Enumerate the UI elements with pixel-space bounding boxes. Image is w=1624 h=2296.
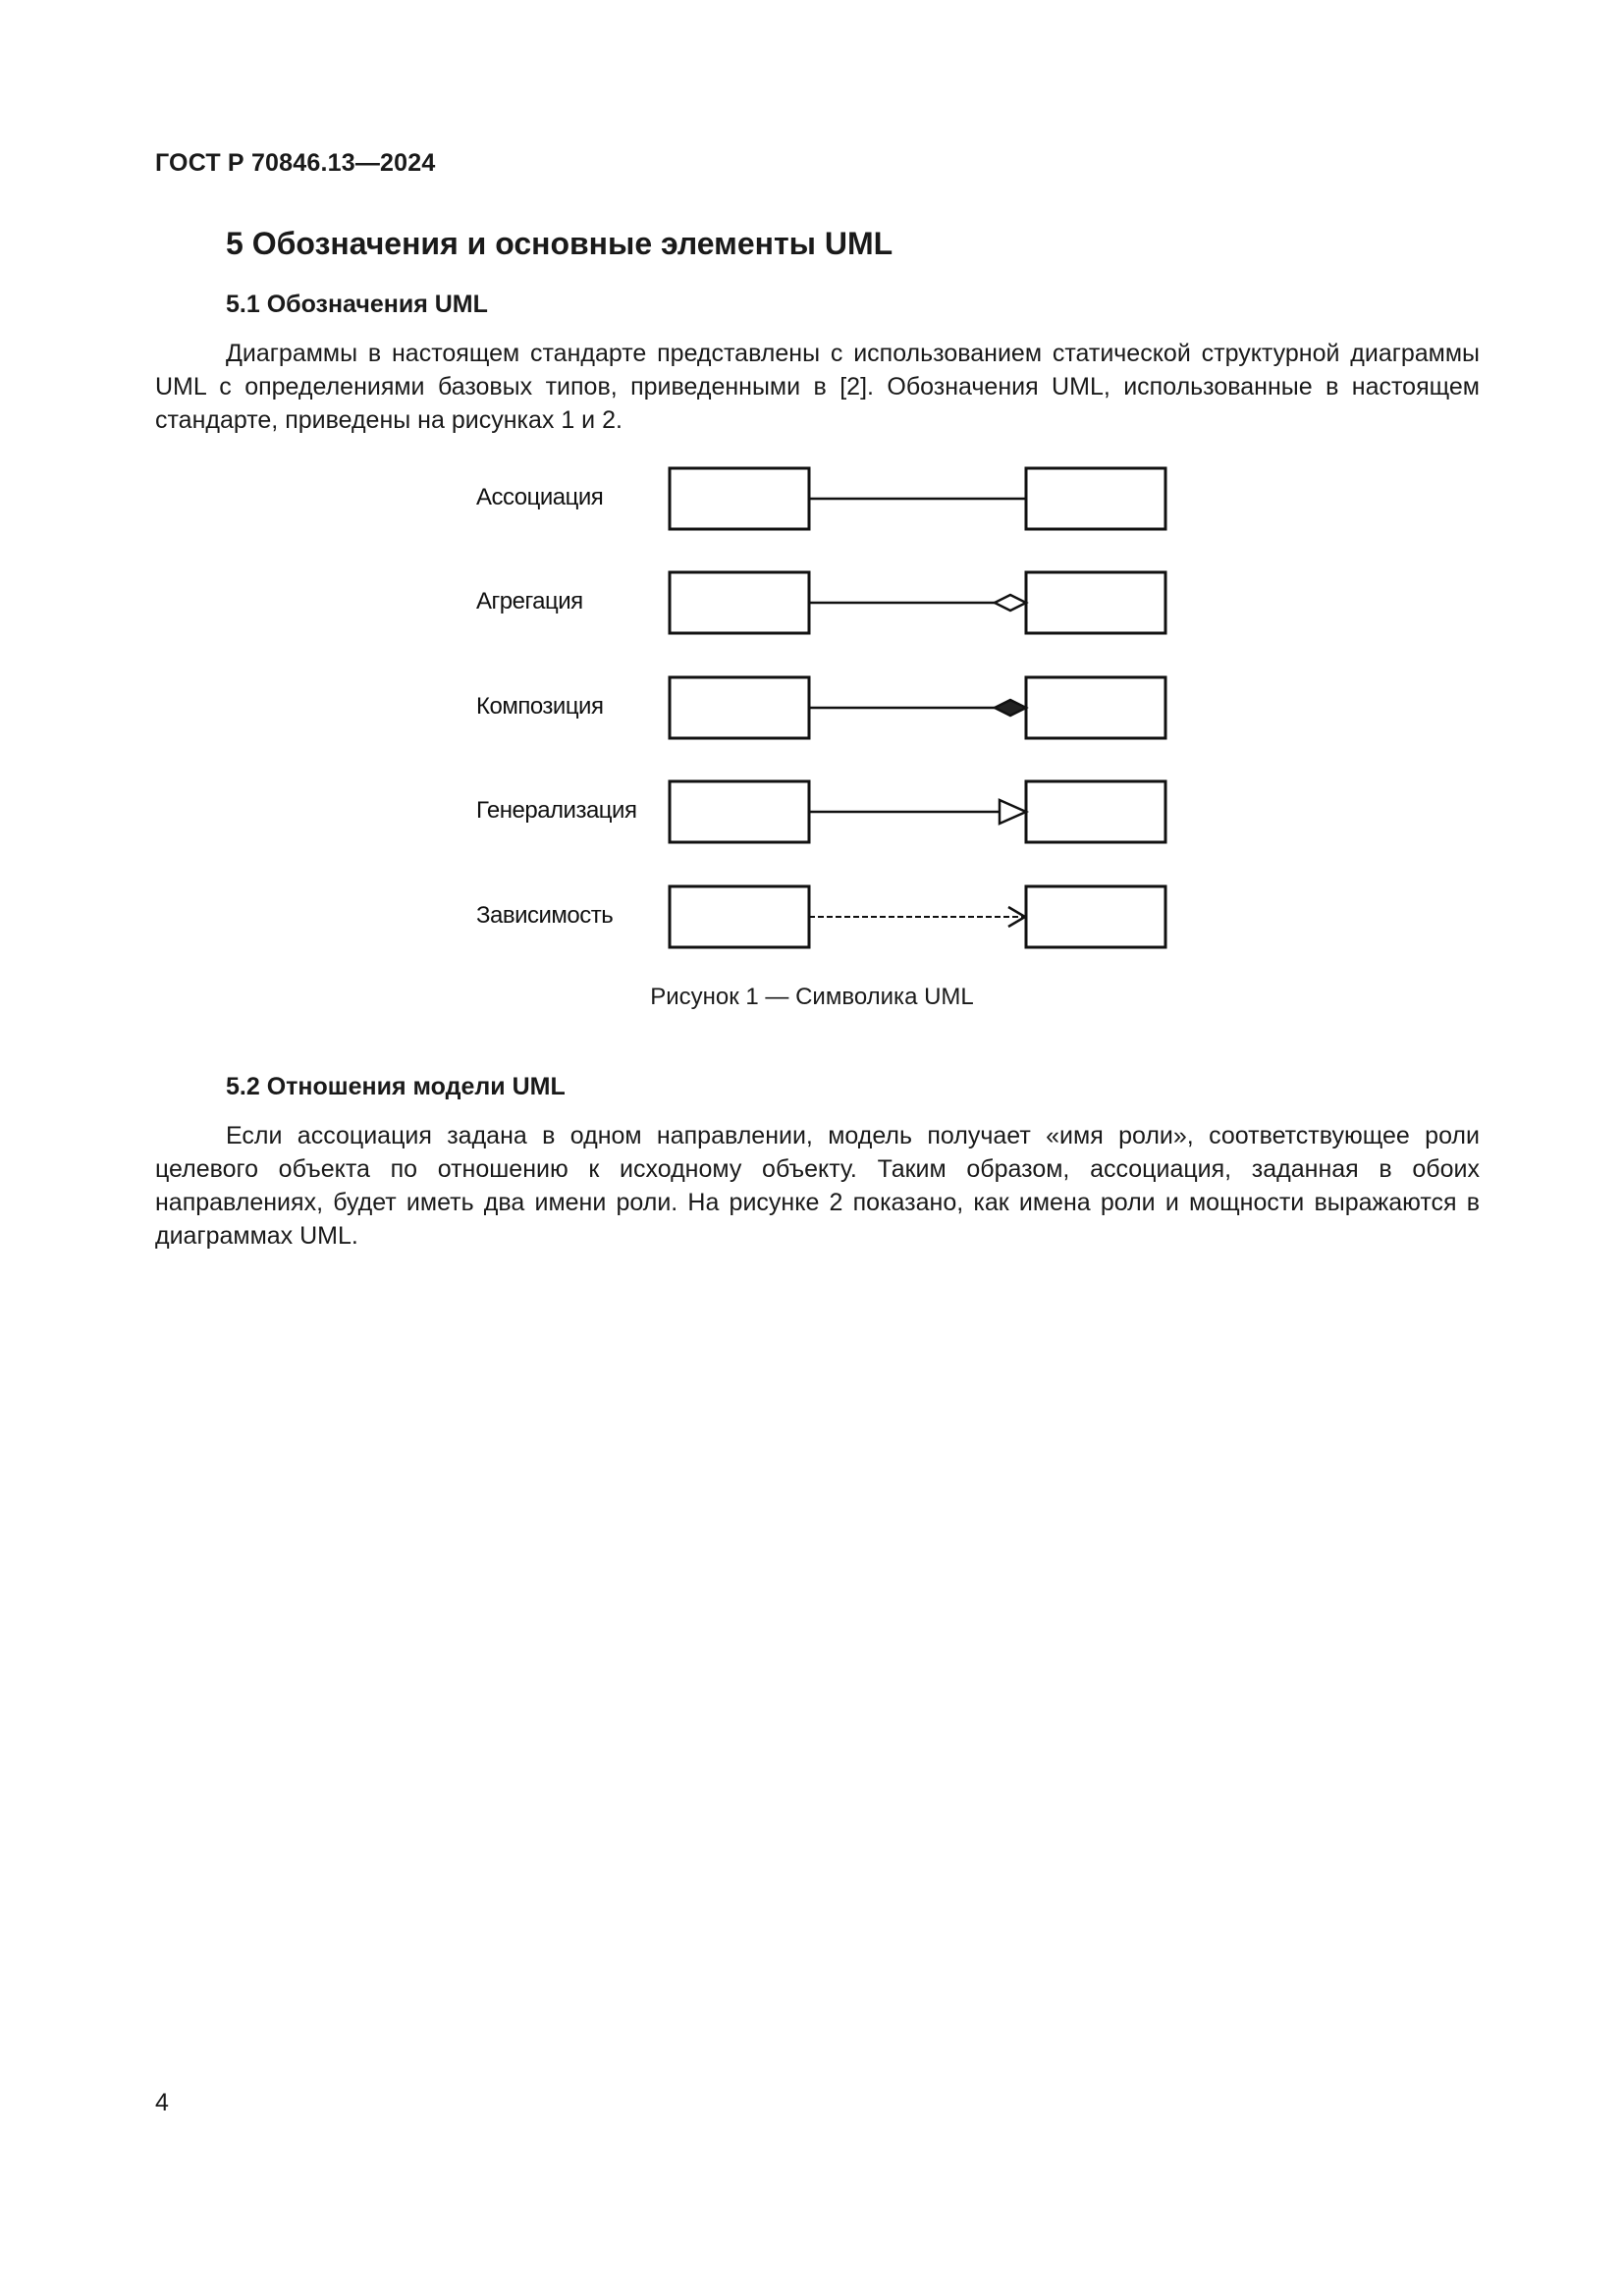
label-association: Ассоциация bbox=[476, 484, 604, 510]
figure-caption: Рисунок 1 — Символика UML bbox=[650, 984, 974, 1010]
subsection-title-relations: 5.2 Отношения модели UML bbox=[226, 1073, 566, 1100]
label-aggregation: Агрегация bbox=[476, 588, 583, 614]
document-header: ГОСТ Р 70846.13—2024 bbox=[155, 149, 436, 177]
figure-uml-symbols bbox=[461, 456, 1168, 957]
generalization-target-box bbox=[1026, 781, 1165, 842]
hollow-triangle-icon bbox=[1000, 800, 1026, 824]
dependency-target-box bbox=[1026, 886, 1165, 947]
generalization-source-box bbox=[670, 781, 809, 842]
filled-diamond-icon bbox=[995, 700, 1026, 716]
paragraph-relations: Если ассоциация задана в одном направлении, модель получает «имя роли», соответствующее роли целевого объекта по отношению к исходному объекту. Таким образом, ассоциация, заданная в обоих направлениях, будет иметь два имени роли. На рисунке 2 показано, как имена роли и мощности выражаются в диаграммах UML. bbox=[155, 1122, 1480, 1250]
composition-target-box bbox=[1026, 677, 1165, 738]
dependency-source-box bbox=[670, 886, 809, 947]
aggregation-target-box bbox=[1026, 572, 1165, 633]
association-target-box bbox=[1026, 468, 1165, 529]
label-dependency: Зависимость bbox=[476, 902, 614, 929]
paragraph-notations: Диаграммы в настоящем стандарте представлены с использованием статической структурной диаграммы UML с определениями базовых типов, приведенными в [2]. Обозначения UML, использованные в настоящем стандарте, приведены на рисунках 1 и 2. bbox=[155, 340, 1480, 434]
subsection-title-notations: 5.1 Обозначения UML bbox=[226, 291, 488, 318]
open-diamond-icon bbox=[995, 595, 1026, 611]
page-number: 4 bbox=[155, 2089, 169, 2116]
composition-source-box bbox=[670, 677, 809, 738]
aggregation-source-box bbox=[670, 572, 809, 633]
label-generalization: Генерализация bbox=[476, 797, 637, 824]
association-source-box bbox=[670, 468, 809, 529]
label-composition: Композиция bbox=[476, 693, 604, 720]
section-title: 5 Обозначения и основные элементы UML bbox=[226, 226, 893, 261]
